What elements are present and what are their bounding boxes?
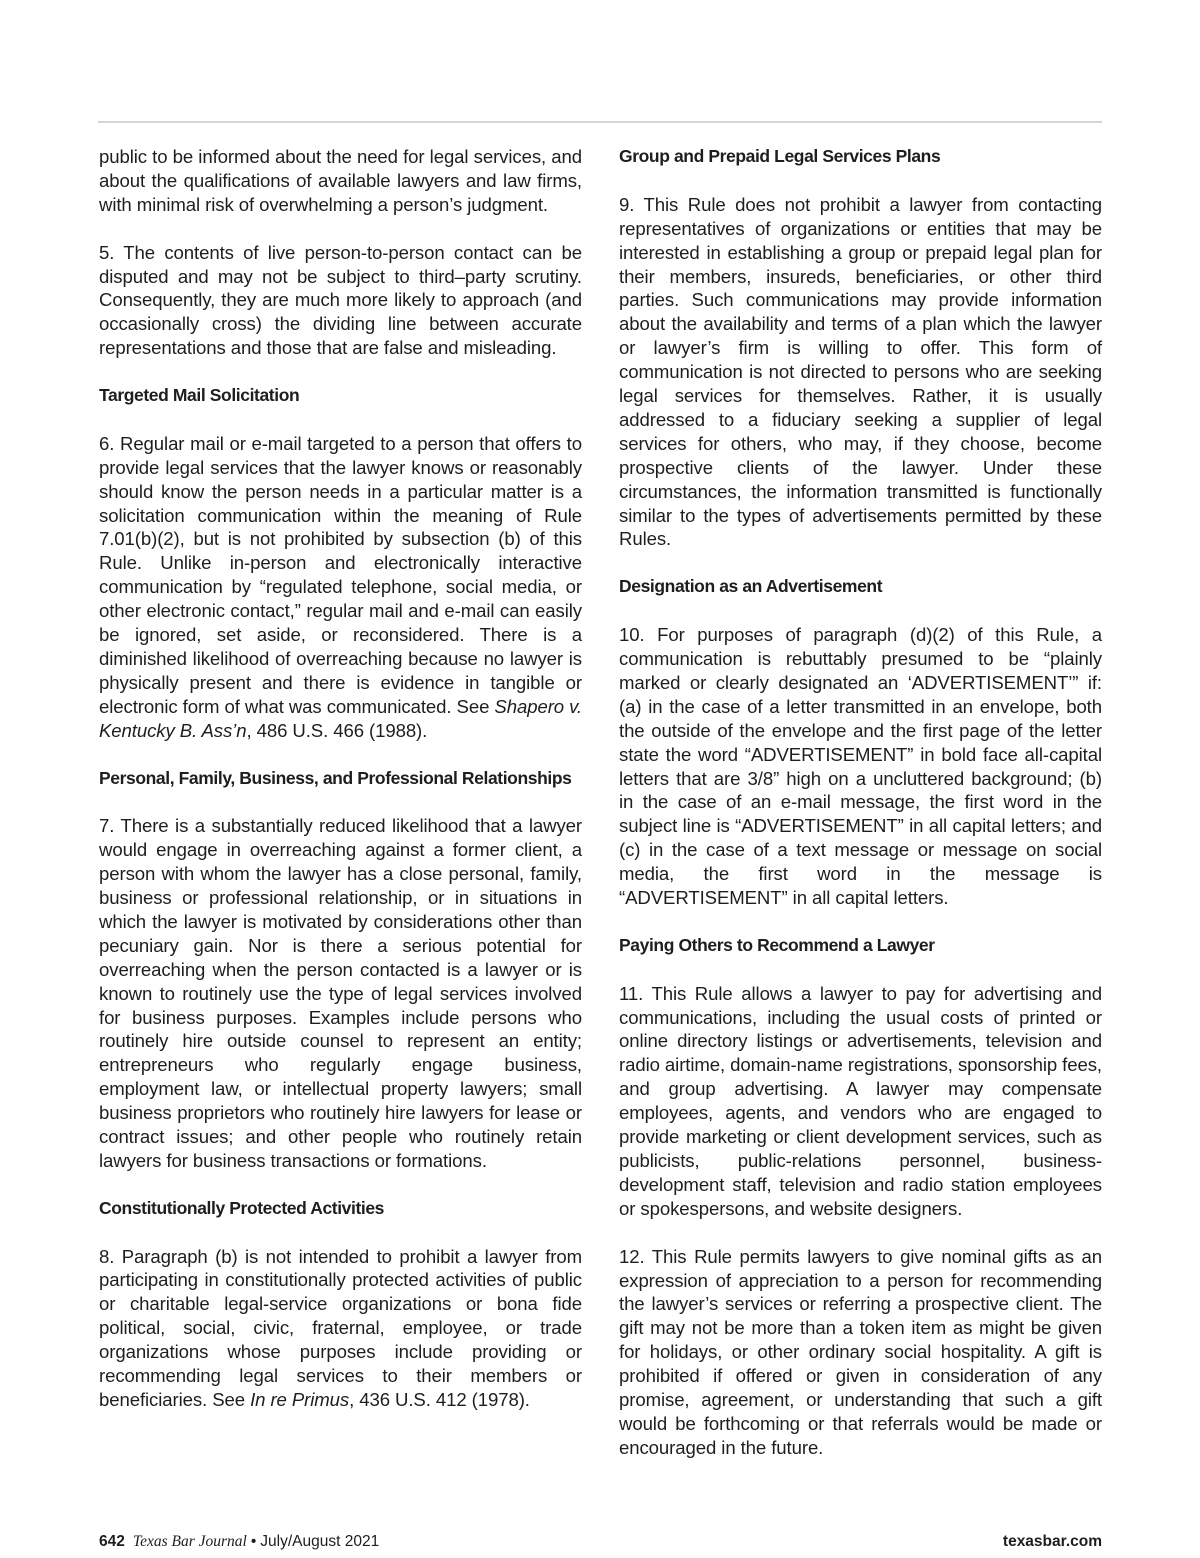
- paragraph-8-text: 8. Paragraph (b) is not intended to prohibit a lawyer from participating in constitutionally protected activities of public or charitable legal-service organizations or bona fide political, social, civic, fraternal, employee, or trade organizations whose purposes include providing or recommending legal services to their members or beneficiaries. See: [99, 1245, 582, 1411]
- paragraph-6-text: 6. Regular mail or e-mail targeted to a person that offers to provide legal services that the lawyer knows or reasonably should know the person needs in a particular matter is a solicitation communication within the meaning of Rule 7.01(b)(2), but is not prohibited by subsection (b) of this Rule. Unlike in-person and electronically interactive communication by “regulated telephone, social media, or other electronic contact,” regular mail and e-mail can easily be ignored, set aside, or reconsidered. There is a diminished likelihood of overreaching because no lawyer is physically present and there is evidence in tangible or electronic form of what was communicated. See: [99, 432, 582, 717]
- footer-separator: •: [250, 1533, 257, 1550]
- paragraph-10: 10. For purposes of paragraph (d)(2) of this Rule, a communication is rebuttably presumed to be “plainly marked or clearly designated an ‘ADVERTISEMENT’” if: (a) in the case of a letter transmitted in an envelope, both the outside of the envelope and the first page of the letter state the word “ADVERTISEMENT” in bold face all-capital letters that are 3/8” high on a uncluttered background; (b) in the case of an e-mail message, the first word in the subject line is “ADVERTISEMENT” in all capital letters; and (c) in the case of a text message or message on social media, the first word in the message is “ADVERTISEMENT” in all capital letters.: [619, 624, 1102, 909]
- page-number: 642: [99, 1533, 125, 1550]
- issue-date: July/August 2021: [260, 1533, 380, 1550]
- heading-constitutional: Constitutionally Protected Activities: [99, 1197, 385, 1218]
- heading-designation: Designation as an Advertisement: [619, 576, 883, 597]
- paragraph-8-citation: , 436 U.S. 412 (1978).: [349, 1389, 530, 1411]
- paragraph-7: 7. There is a substantially reduced likelihood that a lawyer would engage in overreaching against a former client, a person with whom the lawyer has a close personal, family, business or professional relationship, or in situations in which the lawyer is motivated by considerations other than pecuniary gain. Nor is there a serious potential for overreaching when the person contacted is a lawyer or is known to routinely use the type of legal services involved for business purposes. Examples include persons who routinely hire outside counsel to represent an entity; entrepreneurs who regularly engage business, employment law, or intellectual property lawyers; small business proprietors who routinely hire lawyers for lease or contract issues; and other people who routinely retain lawyers for business transactions or formations.: [99, 815, 582, 1171]
- heading-targeted-mail: Targeted Mail Solicitation: [99, 385, 300, 406]
- heading-paying-others: Paying Others to Recommend a Lawyer: [619, 934, 935, 955]
- header-rule: [98, 121, 1102, 123]
- heading-personal-relationships: Personal, Family, Business, and Professional Relationships: [99, 767, 572, 788]
- paragraph-6: [99, 432, 582, 743]
- paragraph-11: 11. This Rule allows a lawyer to pay for advertising and communications, including the usual costs of printed or online directory listings or advertisements, television and radio airtime, domain-name registrations, sponsorship fees, and group advertising. A lawyer may compensate employees, agents, and vendors who are engaged to provide marketing or client development services, such as publicists, public-relations personnel, business-development staff, television and radio station employees or spokespersons, and website designers.: [619, 982, 1102, 1219]
- paragraph-6-citation: , 486 U.S. 466 (1988).: [246, 719, 428, 741]
- case-citation-primus: In re Primus: [250, 1389, 350, 1411]
- right-column: [619, 145, 1102, 1484]
- case-citation-shapero: Shapero v. Kentucky B. Ass’n: [99, 695, 582, 741]
- page-footer: [99, 1532, 1102, 1552]
- paragraph-intro: public to be informed about the need for legal services, and about the qualifications of available lawyers and law firms, with minimal risk of overwhelming a person’s judgment.: [99, 146, 582, 215]
- paragraph-12: 12. This Rule permits lawyers to give nominal gifts as an expression of appreciation to a person for recommending the lawyer’s services or referring a prospective client. The gift may not be more than a token item as might be given for holidays, or other ordinary social hospitality. A gift is prohibited if offered or given in consideration of any promise, agreement, or understanding that such a gift would be forthcoming or that referrals would be made or encouraged in the future.: [619, 1245, 1102, 1458]
- website-link[interactable]: texasbar.com: [1002, 1533, 1102, 1550]
- paragraph-5: 5. The contents of live person-to-person contact can be disputed and may not be subject to third–party scrutiny. Consequently, they are much more likely to approach (and occasionally cross) the dividing line between accurate representations and those that are false and misleading.: [99, 241, 582, 359]
- journal-name: Texas Bar Journal: [132, 1533, 247, 1550]
- paragraph-8: [99, 1245, 582, 1412]
- paragraph-9: 9. This Rule does not prohibit a lawyer from contacting representatives of organizations or entities that may be interested in establishing a group or prepaid legal plan for their members, insureds, beneficiaries, or other third parties. Such communications may provide information about the availability and terms of a plan which the lawyer or lawyer’s firm is willing to offer. This form of communication is not directed to persons who are seeking legal services for themselves. Rather, it is usually addressed to a fiduciary seeking a supplier of legal services for others, who may, if they choose, become prospective clients of the lawyer. Under these circumstances, the information transmitted is functionally similar to the types of advertisements permitted by these Rules.: [619, 193, 1102, 550]
- left-column: [99, 145, 582, 1436]
- heading-group-prepaid: Group and Prepaid Legal Services Plans: [619, 146, 941, 166]
